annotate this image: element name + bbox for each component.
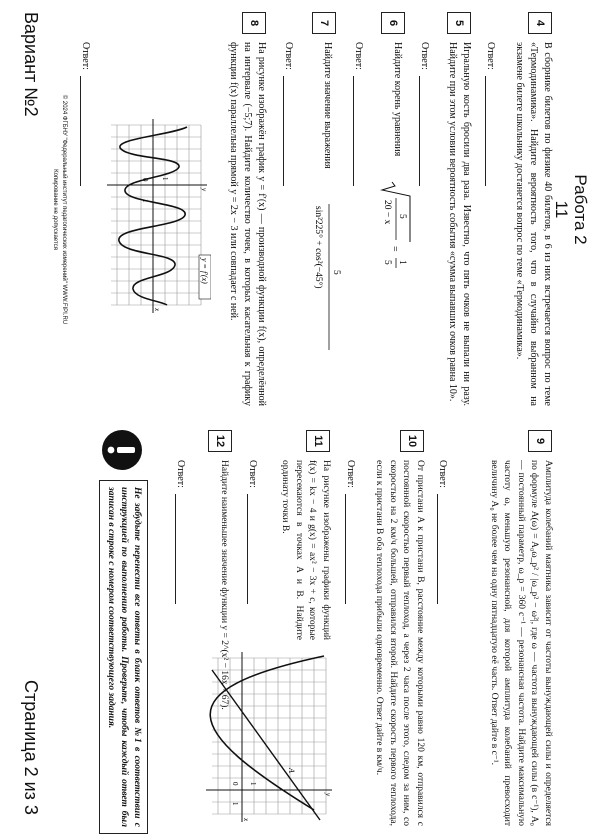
point-a-label: A (287, 768, 296, 773)
answer-field (419, 42, 430, 186)
answer-label: Ответ: (419, 42, 430, 70)
origin-label: 0 (231, 782, 239, 786)
warning-box: Не забудьте перенести все ответы в бланк ответов №1 в соответствии с инструкцией по выполнению работы. Проверьте, чтобы каждый ответ был записан в строке с номером соответствующего задания. (99, 480, 148, 834)
task-text: Амплитуда колебаний маятника зависит от частоты вынуждающей силы и определяется по формуле A(ω) = A₀ω_p² / |ω_p² − ω²|, где ω — частота вынуждающей силы (в с⁻¹), A₀ — постоянный параметр, ω_p = 360 с⁻¹ — резонансная частота. Найдите максимальную частоту ω, меньшую резонансной, для которой амплитуда колебаний превосходит величину A₀ не более чем на одну пятнадцатую её часть. Ответ дайте в с⁻¹. (489, 460, 553, 826)
equation-formula (378, 180, 412, 290)
answer-field (247, 460, 258, 604)
x-unit-label: 1 (231, 802, 239, 806)
origin-label: 0 (141, 178, 149, 182)
task-text: Игральную кость бросили два раза. Известно, что пять очков не выпали ни разу. Найдите при этом условии вероятность события «сумма выпавших очков равна 10». (447, 42, 472, 406)
y-unit-label: 1 (249, 782, 257, 786)
graph-label: y = f′(x) (200, 258, 209, 284)
answer-field (80, 42, 91, 186)
y-axis-label: y (324, 793, 332, 797)
answer-label: Ответ: (175, 460, 186, 488)
equation (373, 180, 412, 300)
svg-text:=: = (389, 246, 400, 252)
task-text: Найдите значение выражения (322, 42, 333, 169)
derivative-graph (101, 115, 211, 325)
task-text: От пристани A к пристани B, расстояние между которыми равно 120 км, отправился с постоянной скоростью первый теплоход, а через 2 часа после этого, следом за ним, со скоростью на 2 км/ч большей, отправился второй. Найдите скорость первого теплохода, если к пристани B оба теплохода прибыли одновременно. Ответ дайте в км/ч. (374, 460, 425, 826)
expression (305, 200, 346, 370)
svg-text:5: 5 (382, 260, 392, 265)
answer-label: Ответ: (437, 460, 448, 488)
task-text: На рисунке изображены графики функций f(x) = kx − 4 и g(x) = ax² − 3x + c, которые пересекаются в точках A и B. Найдите ординату точки B. (280, 460, 331, 640)
svg-text:20 − x: 20 − x (382, 200, 392, 225)
svg-text:5: 5 (331, 270, 341, 275)
answer-field (485, 42, 496, 186)
task-number: 10 (400, 430, 424, 452)
answer-field (283, 42, 294, 186)
x-axis-label: x (242, 818, 250, 822)
task-text: На рисунке изображён график y = f′(x) — производной функции f(x), определённой на интервале (−5;7). Найдите количество точек, в которых касательная к графику функции f(x) параллельна прямой y = 2x − 3 или совпадает с ней. (228, 42, 267, 406)
task-number: 4 (528, 12, 552, 34)
task-number: 5 (447, 12, 471, 34)
footer-copyright: © 2024 ФГБНУ "Федеральный институт педагогических измерений" WWW.FIPI.RU (61, 94, 67, 325)
answer-label: Ответ: (283, 42, 294, 70)
answer-label: Ответ: (247, 460, 258, 488)
x-unit-label: 1 (141, 199, 149, 203)
answer-field (353, 42, 364, 186)
answer-field (345, 460, 356, 604)
answer-label: Ответ: (353, 42, 364, 70)
svg-text:5: 5 (397, 214, 407, 219)
work-number: 11 (552, 200, 571, 219)
work-title: Работа 2 (571, 174, 590, 245)
task-number: 11 (306, 430, 330, 452)
exclamation-icon (100, 428, 144, 472)
answer-label: Ответ: (485, 42, 496, 70)
task-number: 7 (312, 12, 336, 34)
svg-text:sin²225° + cos²(−45°): sin²225° + cos²(−45°) (313, 206, 323, 289)
svg-text:1: 1 (397, 260, 407, 265)
task-text: Найдите наименьшее значение функции y = 2^(x² − 16x + 67). (219, 460, 229, 710)
y-axis-label: y (200, 188, 208, 192)
page-label: Страница 2 из 3 (21, 680, 41, 815)
task-number: 9 (528, 430, 552, 452)
task-number: 12 (208, 430, 232, 452)
y-unit-label: 1 (161, 177, 169, 181)
footer-note: Копирование не допускается (52, 169, 58, 250)
task-text: Найдите корень уравнения (392, 42, 403, 157)
x-axis-label: x (153, 308, 161, 312)
answer-field (437, 460, 448, 604)
header (552, 0, 590, 419)
footer (50, 0, 68, 419)
answer-label: Ответ: (345, 460, 356, 488)
variant-label: Вариант №2 (21, 12, 41, 117)
task-number: 6 (381, 12, 405, 34)
answer-field (175, 460, 186, 604)
task-text: В сборнике билетов по физике 40 билетов, в 6 из них встречается вопрос по теме «Термодинамика». Найдите вероятность того, что в случайно выбранном на экзамене билете школьнику достанется вопрос по теме «Термодинамика». (514, 42, 553, 406)
answer-label: Ответ: (80, 42, 91, 70)
expression-formula (310, 200, 346, 370)
task-number: 8 (242, 12, 266, 34)
